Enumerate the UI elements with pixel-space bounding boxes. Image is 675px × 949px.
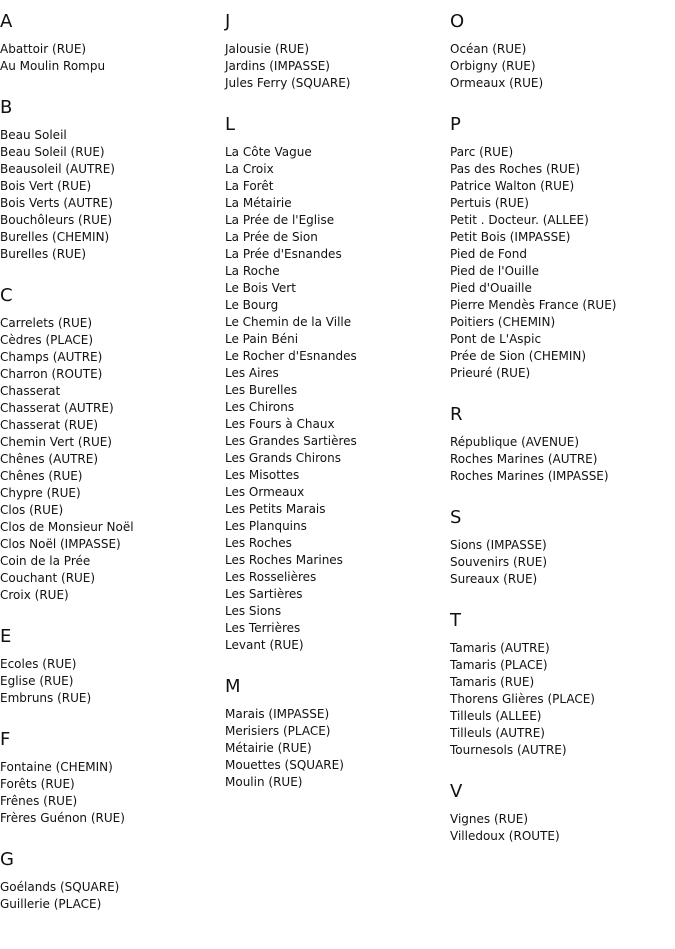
street-name: Les Burelles	[225, 383, 298, 397]
column-2	[225, 0, 445, 791]
street-name: Chênes (AUTRE)	[0, 452, 99, 466]
street-name: Les Aires	[225, 366, 279, 380]
letter-group	[225, 11, 445, 92]
street-name: Beau Soleil	[0, 128, 67, 142]
letter-heading: S	[450, 507, 462, 528]
street-name: Tamaris (RUE)	[450, 675, 535, 689]
street-name: Pied de Fond	[450, 247, 527, 261]
street-name: Couchant (RUE)	[0, 571, 96, 585]
letter-heading: T	[450, 610, 461, 631]
street-name: Chasserat (RUE)	[0, 418, 99, 432]
street-name: La Métairie	[225, 196, 292, 210]
street-name: La Roche	[225, 264, 280, 278]
street-name: Frères Guénon (RUE)	[0, 811, 125, 825]
street-name: Métairie (RUE)	[225, 741, 312, 755]
street-name: Clos (RUE)	[0, 503, 64, 517]
street-name: Cèdres (PLACE)	[0, 333, 94, 347]
letter-heading: G	[0, 849, 14, 870]
letter-heading: E	[0, 626, 12, 647]
street-name: Les Fours à Chaux	[225, 417, 335, 431]
street-name: Au Moulin Rompu	[0, 59, 106, 73]
letter-group	[0, 626, 220, 707]
street-name: Pied de l'Ouille	[450, 264, 540, 278]
letter-heading: F	[0, 729, 11, 750]
street-name: Pas des Roches (RUE)	[450, 162, 581, 176]
street-list	[225, 706, 445, 791]
street-name: Villedoux (ROUTE)	[450, 829, 560, 843]
letter-heading: J	[225, 11, 231, 32]
street-name: Frênes (RUE)	[0, 794, 78, 808]
street-name: Charron (ROUTE)	[0, 367, 103, 381]
street-name: Les Sions	[225, 604, 282, 618]
letter-heading: C	[0, 285, 13, 306]
street-name: Chypre (RUE)	[0, 486, 81, 500]
letter-group	[0, 849, 220, 913]
street-name: Ormeaux (RUE)	[450, 76, 544, 90]
street-list	[225, 41, 445, 92]
street-name: Tamaris (AUTRE)	[450, 641, 550, 655]
column-1	[0, 0, 220, 913]
street-name: Orbigny (RUE)	[450, 59, 536, 73]
street-name: Chênes (RUE)	[0, 469, 83, 483]
street-name: Les Sartières	[225, 587, 303, 601]
street-name: Prieuré (RUE)	[450, 366, 531, 380]
letter-heading: R	[450, 404, 463, 425]
street-list	[225, 144, 445, 654]
street-name: Guillerie (PLACE)	[0, 897, 102, 911]
street-name: Les Terrières	[225, 621, 301, 635]
street-name: Chasserat (AUTRE)	[0, 401, 114, 415]
street-list	[0, 879, 220, 913]
street-name: Embruns (RUE)	[0, 691, 92, 705]
street-name: Souvenirs (RUE)	[450, 555, 548, 569]
street-name: République (AVENUE)	[450, 435, 580, 449]
street-name: Pierre Mendès France (RUE)	[450, 298, 617, 312]
street-list	[450, 640, 670, 759]
street-name: Les Ormeaux	[225, 485, 305, 499]
street-name: Bouchôleurs (RUE)	[0, 213, 113, 227]
street-name: Jardins (IMPASSE)	[225, 59, 330, 73]
letter-heading: A	[0, 11, 13, 32]
street-name: Tamaris (PLACE)	[450, 658, 548, 672]
street-name: La Prée de l'Eglise	[225, 213, 335, 227]
street-name: Les Rosselières	[225, 570, 317, 584]
letter-group	[225, 114, 445, 654]
street-list	[450, 537, 670, 588]
street-name: Pied d'Ouaille	[450, 281, 532, 295]
street-name: Clos de Monsieur Noël	[0, 520, 134, 534]
street-name: Les Grandes Sartières	[225, 434, 357, 448]
street-name: Le Pain Béni	[225, 332, 299, 346]
street-name: Tilleuls (AUTRE)	[450, 726, 545, 740]
street-name: Forêts (RUE)	[0, 777, 75, 791]
street-name: Le Rocher d'Esnandes	[225, 349, 357, 363]
street-list	[0, 656, 220, 707]
street-name: Jalousie (RUE)	[225, 42, 310, 56]
street-name: La Côte Vague	[225, 145, 312, 159]
street-name: Sureaux (RUE)	[450, 572, 538, 586]
street-name: Les Chirons	[225, 400, 295, 414]
street-list	[0, 127, 220, 263]
letter-group	[450, 610, 670, 759]
street-name: Patrice Walton (RUE)	[450, 179, 575, 193]
street-name: Abattoir (RUE)	[0, 42, 87, 56]
letter-group	[0, 285, 220, 604]
street-name: Beausoleil (AUTRE)	[0, 162, 115, 176]
letter-heading: P	[450, 114, 461, 135]
street-name: Les Grands Chirons	[225, 451, 341, 465]
street-name: Bois Verts (AUTRE)	[0, 196, 113, 210]
street-name: Les Roches	[225, 536, 292, 550]
street-name: Roches Marines (AUTRE)	[450, 452, 598, 466]
street-name: La Forêt	[225, 179, 274, 193]
street-name: Sions (IMPASSE)	[450, 538, 547, 552]
street-list	[0, 315, 220, 604]
street-name: Les Roches Marines	[225, 553, 343, 567]
letter-group	[450, 781, 670, 845]
street-name: Bois Vert (RUE)	[0, 179, 92, 193]
letter-heading: M	[225, 676, 241, 697]
letter-group	[450, 11, 670, 92]
letter-heading: L	[225, 114, 236, 135]
street-name: Thorens Glières (PLACE)	[450, 692, 595, 706]
street-name: Tournesols (AUTRE)	[450, 743, 567, 757]
street-name: Pertuis (RUE)	[450, 196, 529, 210]
street-name: Les Planquins	[225, 519, 307, 533]
street-name: Champs (AUTRE)	[0, 350, 103, 364]
street-name: Croix (RUE)	[0, 588, 69, 602]
street-list	[450, 41, 670, 92]
street-name: Beau Soleil (RUE)	[0, 145, 105, 159]
street-name: Chasserat	[0, 384, 61, 398]
street-name: Prée de Sion (CHEMIN)	[450, 349, 587, 363]
street-list	[450, 434, 670, 485]
street-name: Burelles (RUE)	[0, 247, 87, 261]
street-name: Tilleuls (ALLEE)	[450, 709, 542, 723]
street-name: Océan (RUE)	[450, 42, 527, 56]
street-name: Les Petits Marais	[225, 502, 326, 516]
street-name: Fontaine (CHEMIN)	[0, 760, 113, 774]
letter-heading: O	[450, 11, 465, 32]
street-name: Le Bourg	[225, 298, 279, 312]
street-name: Eglise (RUE)	[0, 674, 74, 688]
street-name: La Prée d'Esnandes	[225, 247, 342, 261]
letter-group	[0, 11, 220, 75]
street-name: Levant (RUE)	[225, 638, 304, 652]
street-name: Moulin (RUE)	[225, 775, 303, 789]
street-name: La Prée de Sion	[225, 230, 318, 244]
street-name: Ecoles (RUE)	[0, 657, 77, 671]
street-name: Merisiers (PLACE)	[225, 724, 331, 738]
letter-group	[450, 404, 670, 485]
street-name: Marais (IMPASSE)	[225, 707, 330, 721]
letter-group	[0, 97, 220, 263]
street-name: Le Chemin de la Ville	[225, 315, 352, 329]
street-name: Vignes (RUE)	[450, 812, 529, 826]
letter-group	[450, 507, 670, 588]
street-name: Mouettes (SQUARE)	[225, 758, 344, 772]
street-name: Le Bois Vert	[225, 281, 296, 295]
street-list	[450, 811, 670, 845]
letter-group	[450, 114, 670, 382]
column-3	[450, 0, 670, 845]
street-name: Petit Bois (IMPASSE)	[450, 230, 571, 244]
street-name: Parc (RUE)	[450, 145, 514, 159]
street-name: Clos Noël (IMPASSE)	[0, 537, 121, 551]
street-name: Poitiers (CHEMIN)	[450, 315, 556, 329]
letter-group	[0, 729, 220, 827]
street-name: Roches Marines (IMPASSE)	[450, 469, 609, 483]
street-name: Chemin Vert (RUE)	[0, 435, 112, 449]
street-name: Jules Ferry (SQUARE)	[225, 76, 351, 90]
street-name: Goélands (SQUARE)	[0, 880, 120, 894]
street-name: Les Misottes	[225, 468, 300, 482]
street-name: Pont de L'Aspic	[450, 332, 542, 346]
street-list	[0, 759, 220, 827]
street-name: Coin de la Prée	[0, 554, 91, 568]
street-list	[0, 41, 220, 75]
street-name: Petit . Docteur. (ALLEE)	[450, 213, 589, 227]
letter-heading: V	[450, 781, 463, 802]
letter-group	[225, 676, 445, 791]
street-name: La Croix	[225, 162, 274, 176]
street-list	[450, 144, 670, 382]
letter-heading: B	[0, 97, 13, 118]
street-name: Carrelets (RUE)	[0, 316, 93, 330]
street-name: Burelles (CHEMIN)	[0, 230, 110, 244]
